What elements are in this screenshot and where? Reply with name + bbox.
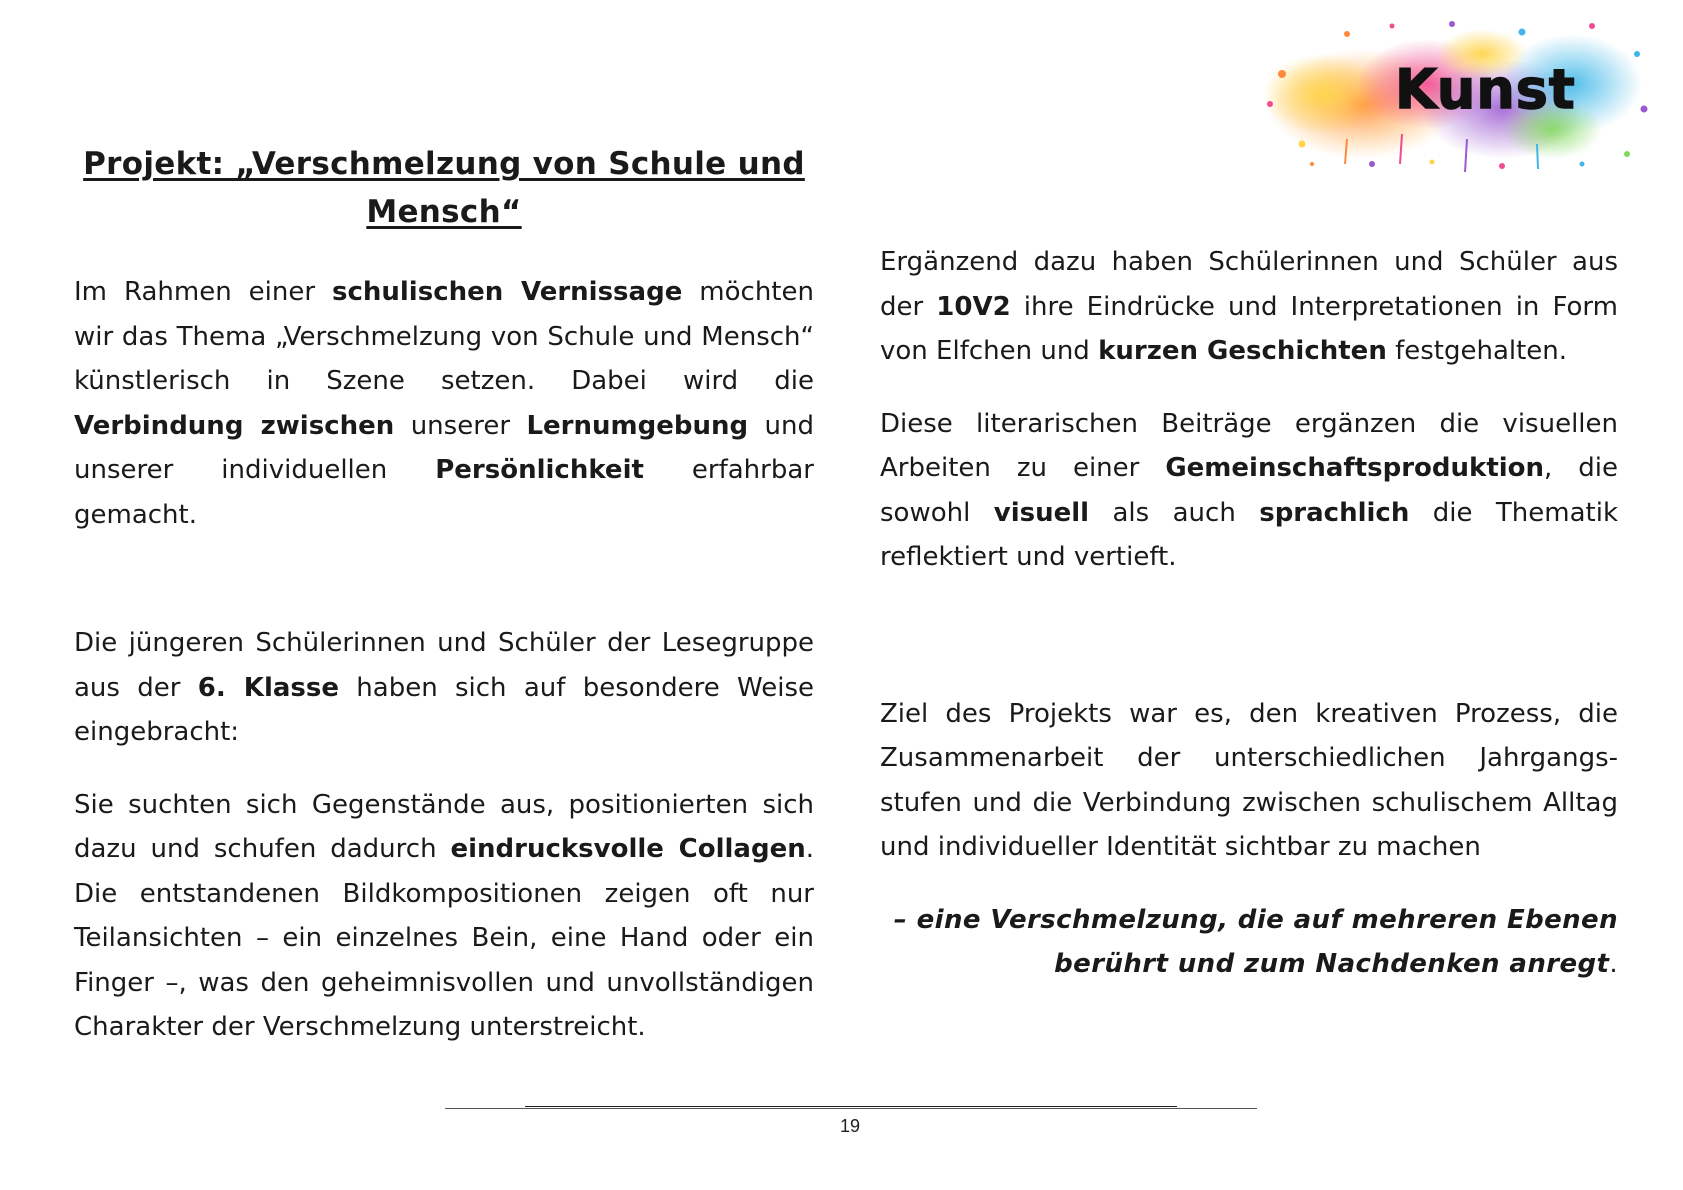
bold-span: schulischen Vernissage — [331, 277, 683, 307]
closing-line-1: – eine Verschmelzung, die auf mehreren Ebenen — [893, 904, 1618, 935]
footer-rule-inner — [525, 1106, 1177, 1107]
bold-span: visuell — [993, 497, 1090, 528]
left-column — [74, 270, 814, 1050]
closing-statement — [880, 898, 1618, 987]
bold-span: Gemeinschaftsproduktion — [1165, 453, 1545, 483]
text-span: als auch — [1089, 497, 1260, 528]
text-span: haben sich auf besondere Weise eingebracht: — [74, 672, 814, 747]
text-span: unserer — [394, 410, 527, 441]
text-span: Sie suchten sich Gegenstände aus, positionierten sich dazu und schufen dadurch — [74, 789, 814, 864]
right-paragraph-1 — [880, 240, 1618, 374]
bold-span: Persönlichkeit — [435, 455, 644, 485]
project-title — [74, 140, 814, 236]
left-paragraph-3 — [74, 783, 814, 1050]
text-span: die Thematik reflektiert und vertieft. — [880, 497, 1618, 572]
text-span: Diese literarischen Beiträge ergänzen die visuellen Arbeiten zu einer — [880, 408, 1618, 483]
closing-period: . — [1609, 949, 1618, 979]
right-paragraph-3 — [880, 692, 1618, 870]
bold-span: kurzen Geschichten — [1098, 336, 1387, 366]
text-span: . Die entstandenen Bildkompositionen zeigen oft nur Teilansichten – ein einzelnes Bein, eine Hand oder ein Finger –, was den geheimnisvollen und unvollständigen Charakter der Verschmelzung unterstreicht. — [74, 834, 814, 1042]
text-span: Ergänzend dazu haben Schülerinnen und Schüler aus der — [880, 247, 1618, 322]
left-paragraph-2 — [74, 621, 814, 755]
closing-line-2: berührt und zum Nachdenken anregt — [1054, 949, 1610, 979]
bold-span: Verbindung zwischen — [74, 410, 395, 441]
page-number: 19 — [839, 1116, 861, 1136]
right-column — [880, 240, 1618, 987]
text-span: ihre Eindrücke und Interpretationen in Form von Elfchen und — [880, 291, 1618, 366]
title-line-1: Projekt: „Verschmelzung von Schule und — [83, 146, 805, 182]
text-span: Die jüngeren Schülerinnen und Schüler der Lesegruppe aus der — [74, 628, 814, 703]
bold-span: 6. Klasse — [197, 672, 339, 703]
text-span: , die sowohl — [880, 453, 1618, 528]
title-line-2: Mensch“ — [366, 194, 522, 230]
text-span: Ziel des Projekts war es, den kreativen Prozess, die Zusammenarbeit der unterschiedlichen Jahrgangs-stufen und die Verbindung zwischen schulischem Alltag und individueller Identität sichtbar zu machen — [880, 698, 1618, 862]
spacer — [880, 870, 1618, 898]
kunst-logo-text: Kunst — [1395, 58, 1576, 121]
text-span: möchten wir das Thema „Verschmelzung von Schule und Mensch“ künstlerisch in Szene setzen. Dabei wird die — [74, 277, 814, 396]
bold-span: eindrucksvolle Collagen — [450, 834, 806, 864]
spacer — [74, 755, 814, 783]
text-span: Im Rahmen einer — [74, 277, 332, 307]
text-span: festgehalten. — [1386, 336, 1568, 366]
left-paragraph-1 — [74, 270, 814, 537]
bold-span: 10V2 — [936, 291, 1011, 322]
spacer — [74, 537, 814, 621]
footer-rule — [445, 1108, 1257, 1109]
bold-span: sprachlich — [1259, 497, 1410, 528]
spacer — [880, 374, 1618, 402]
text-span: und unserer individuellen — [74, 410, 814, 485]
text-span: erfahrbar gemacht. — [74, 455, 814, 530]
spacer — [880, 580, 1618, 692]
right-paragraph-2 — [880, 402, 1618, 580]
bold-span: Lernumgebung — [526, 410, 749, 441]
